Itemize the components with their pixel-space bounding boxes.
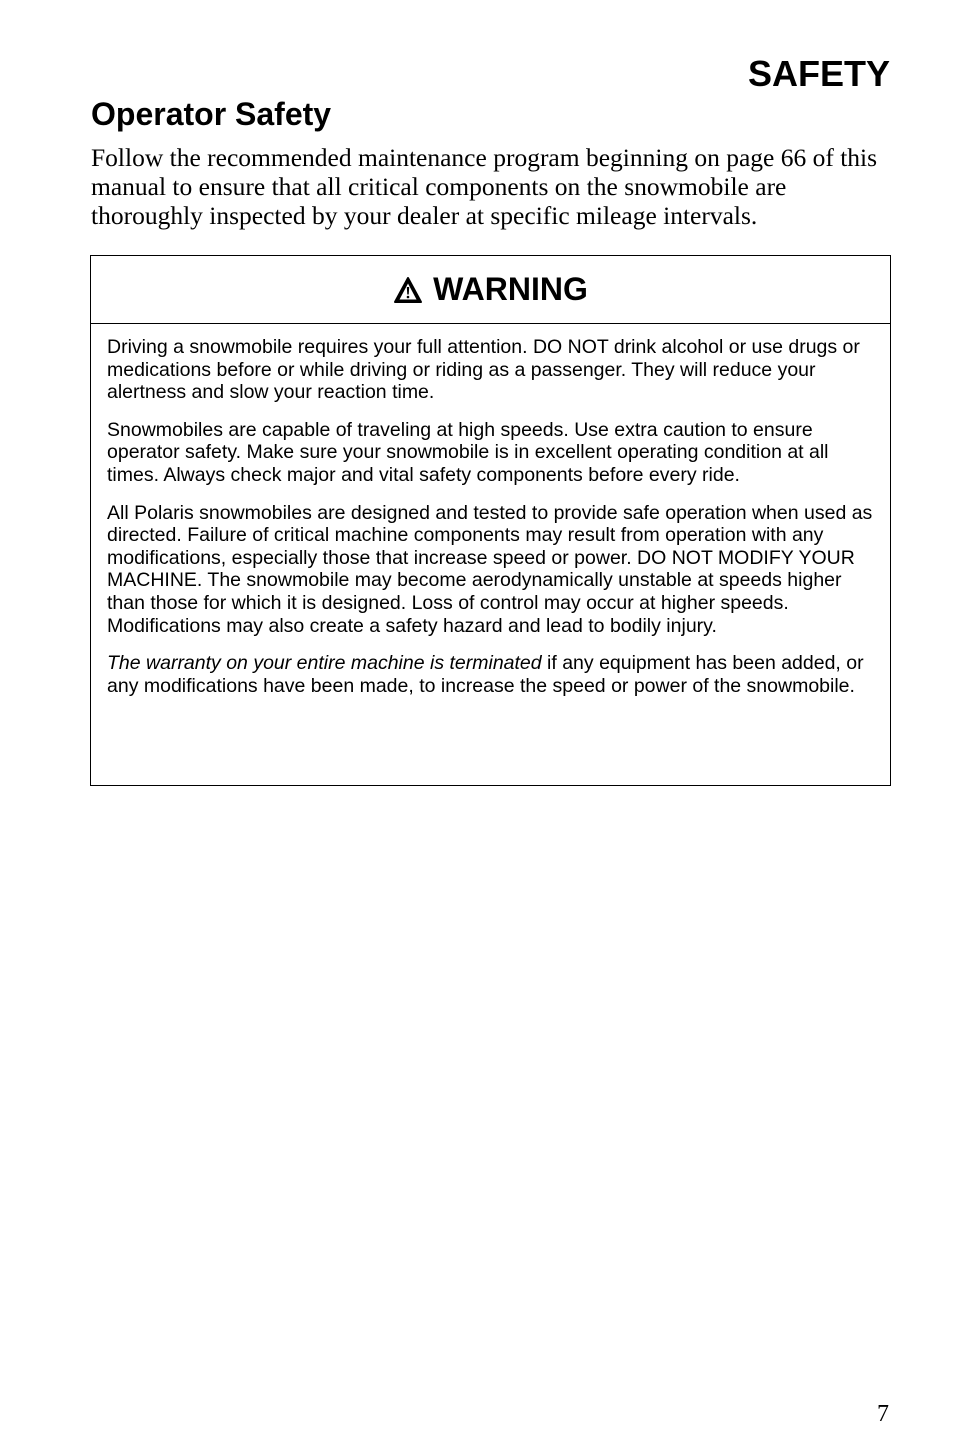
intro-paragraph: Follow the recommended maintenance program beginning on page 66 of this manual to ensure that all critical components on the snowmobile are thoroughly inspected by your dealer at specific mileage intervals. bbox=[91, 143, 878, 230]
page-number: 7 bbox=[877, 1401, 889, 1427]
warning-box bbox=[90, 255, 891, 786]
warning-body bbox=[91, 324, 890, 697]
warranty-text: if any equipment has been added, or any modifications have been made, to increase the speed or power of the snowmobile. bbox=[107, 652, 864, 697]
warning-header bbox=[91, 256, 890, 324]
section-header: SAFETY bbox=[747, 53, 890, 94]
warranty-italic-text: The warranty on your entire machine is terminated bbox=[107, 652, 542, 675]
warning-paragraph: Driving a snowmobile requires your full attention. DO NOT drink alcohol or use drugs or medications before or while driving or riding as a passenger. They will reduce your alertness and slow your reaction time. bbox=[107, 336, 860, 404]
warning-paragraph: All Polaris snowmobiles are designed and tested to provide safe operation when used as directed. Failure of critical machine components may result from operation with any modifications, especially those that increase speed or power. DO NOT MODIFY YOUR MACHINE. The snowmobile may become aerodynamically unstable at speeds higher than those for which it is designed. Loss of control may occur at higher speeds. Modifications may also create a safety hazard and lead to bodily injury. bbox=[107, 501, 873, 637]
warranty-paragraph bbox=[107, 652, 875, 697]
warning-title: WARNING bbox=[433, 271, 588, 307]
warning-triangle-icon bbox=[393, 276, 423, 304]
warning-paragraph: Snowmobiles are capable of traveling at high speeds. Use extra caution to ensure operator safety. Make sure your snowmobile is in excellent operating condition at all times. Always check major and vital safety components before every ride. bbox=[107, 418, 829, 486]
page-heading: Operator Safety bbox=[91, 96, 332, 132]
